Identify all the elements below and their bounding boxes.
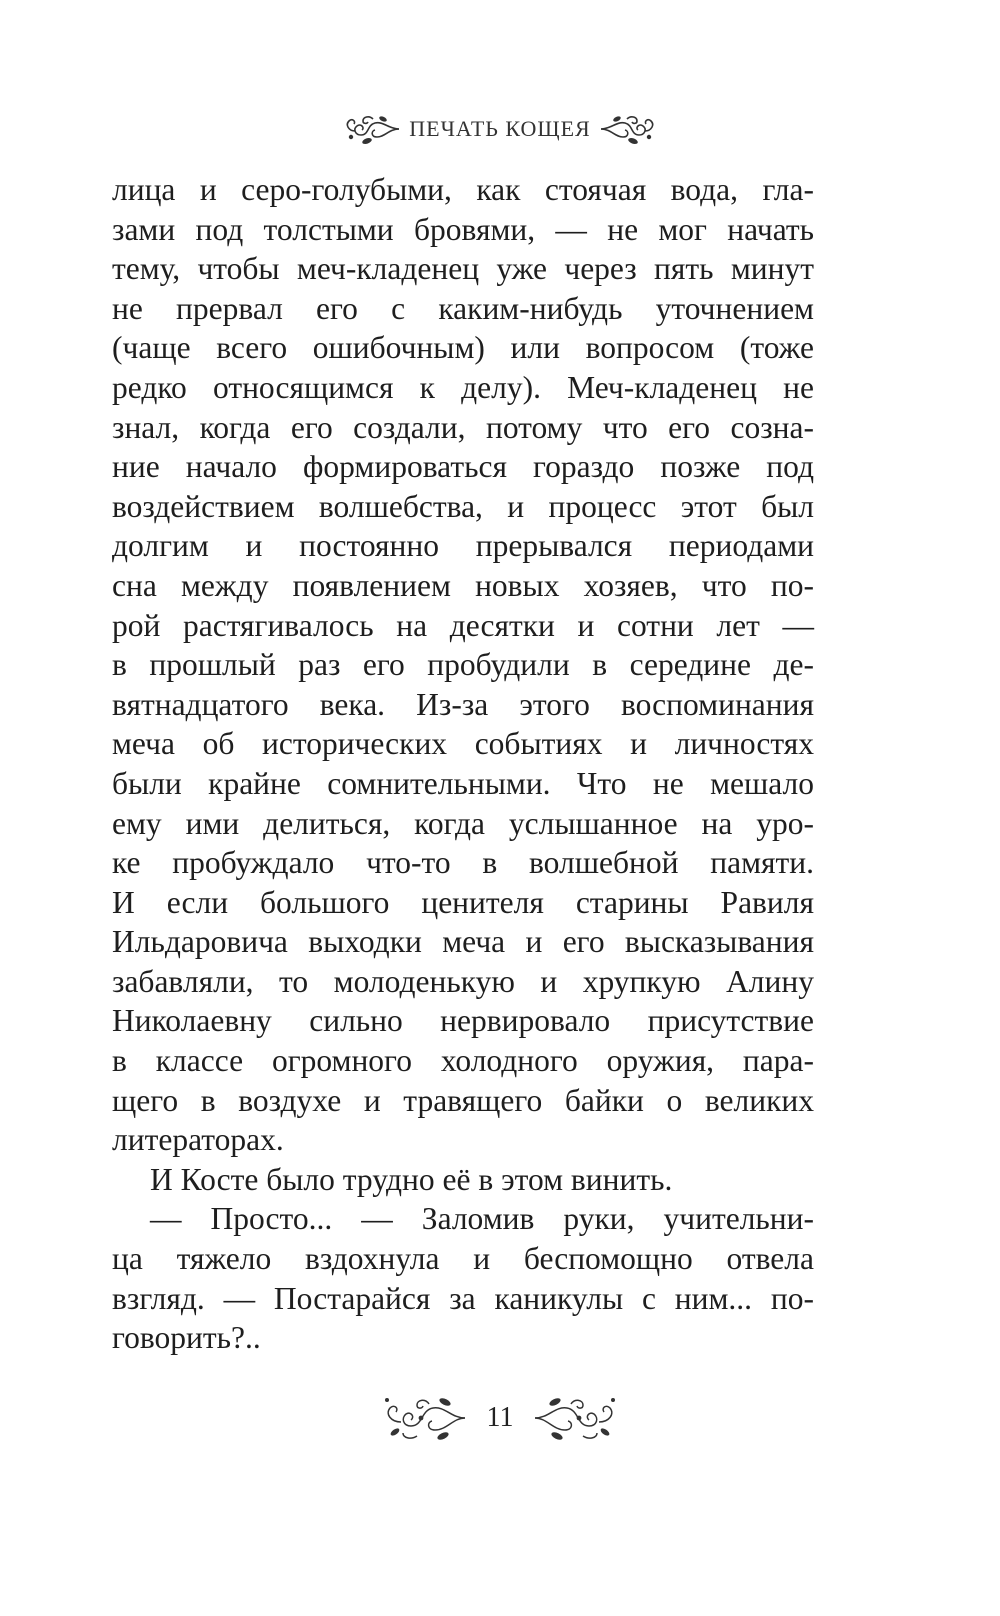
page-number: 11 (486, 1402, 514, 1433)
text-line: знал, когда его создали, потому что его созна- (112, 409, 814, 445)
text-line: не прервал его с каким-нибудь уточнением (112, 290, 814, 326)
body-text (112, 170, 814, 1358)
text-line: взгляд. — Постарайся за каникулы с ним... по- (112, 1280, 814, 1316)
left-flourish-icon (343, 111, 401, 147)
running-title: ПЕЧАТЬ КОЩЕЯ (409, 116, 591, 141)
text-line: забавляли, то молоденькую и хрупкую Алину (112, 963, 814, 999)
text-line: редко относящимся к делу). Меч-кладенец не (112, 369, 814, 405)
text-line: ца тяжело вздохнула и беспомощно отвела (112, 1241, 814, 1277)
text-line: ние начало формироваться гораздо позже под (112, 449, 814, 485)
text-line: зами под толстыми бровями, — не мог начать (112, 211, 814, 247)
text-line: были крайне сомнительными. Что не мешало (112, 765, 814, 801)
text-line-paragraph-end: говорить?.. (112, 1320, 261, 1356)
text-line: рой растягивалось на десятки и сотни лет — (112, 607, 814, 643)
text-line: воздействием волшебства, и процесс этот был (112, 488, 814, 524)
text-line-paragraph-end: литераторах. (112, 1122, 284, 1158)
text-line: Ильдаровича выходки меча и его высказывания (112, 924, 814, 960)
text-line: меча об исторических событиях и личностях (112, 726, 814, 762)
text-line: лица и серо-голубыми, как стоячая вода, гла- (112, 172, 814, 207)
right-floral-ornament-icon (533, 1392, 619, 1444)
left-floral-ornament-icon (381, 1392, 467, 1444)
text-line: Николаевну сильно нервировало присутствие (112, 1003, 814, 1039)
text-line: долгим и постоянно прерывался периодами (112, 528, 814, 564)
running-head (0, 108, 1000, 150)
text-line: ему ими делиться, когда услышанное на уро- (112, 805, 814, 841)
text-line: вятнадцатого века. Из-за этого воспоминания (112, 686, 814, 722)
text-line: И если большого ценителя старины Равиля (112, 884, 814, 920)
right-flourish-icon (599, 111, 657, 147)
text-line: ке пробуждало что-то в волшебной памяти. (112, 845, 814, 881)
text-line: в прошлый раз его пробудили в середине де- (112, 647, 814, 683)
text-line-paragraph: И Косте было трудно её в этом винить. (150, 1161, 673, 1197)
text-line: в классе огромного холодного оружия, пара- (112, 1043, 814, 1079)
text-line-dialogue-start: — Просто... — Заломив руки, учительни- (150, 1201, 814, 1237)
page-footer (0, 1390, 1000, 1446)
text-line: щего в воздухе и травящего байки о великих (112, 1082, 814, 1118)
text-line: сна между появлением новых хозяев, что по- (112, 567, 814, 603)
text-line: (чаще всего ошибочным) или вопросом (тоже (112, 330, 814, 366)
text-line: тему, чтобы меч-кладенец уже через пять минут (112, 251, 814, 287)
